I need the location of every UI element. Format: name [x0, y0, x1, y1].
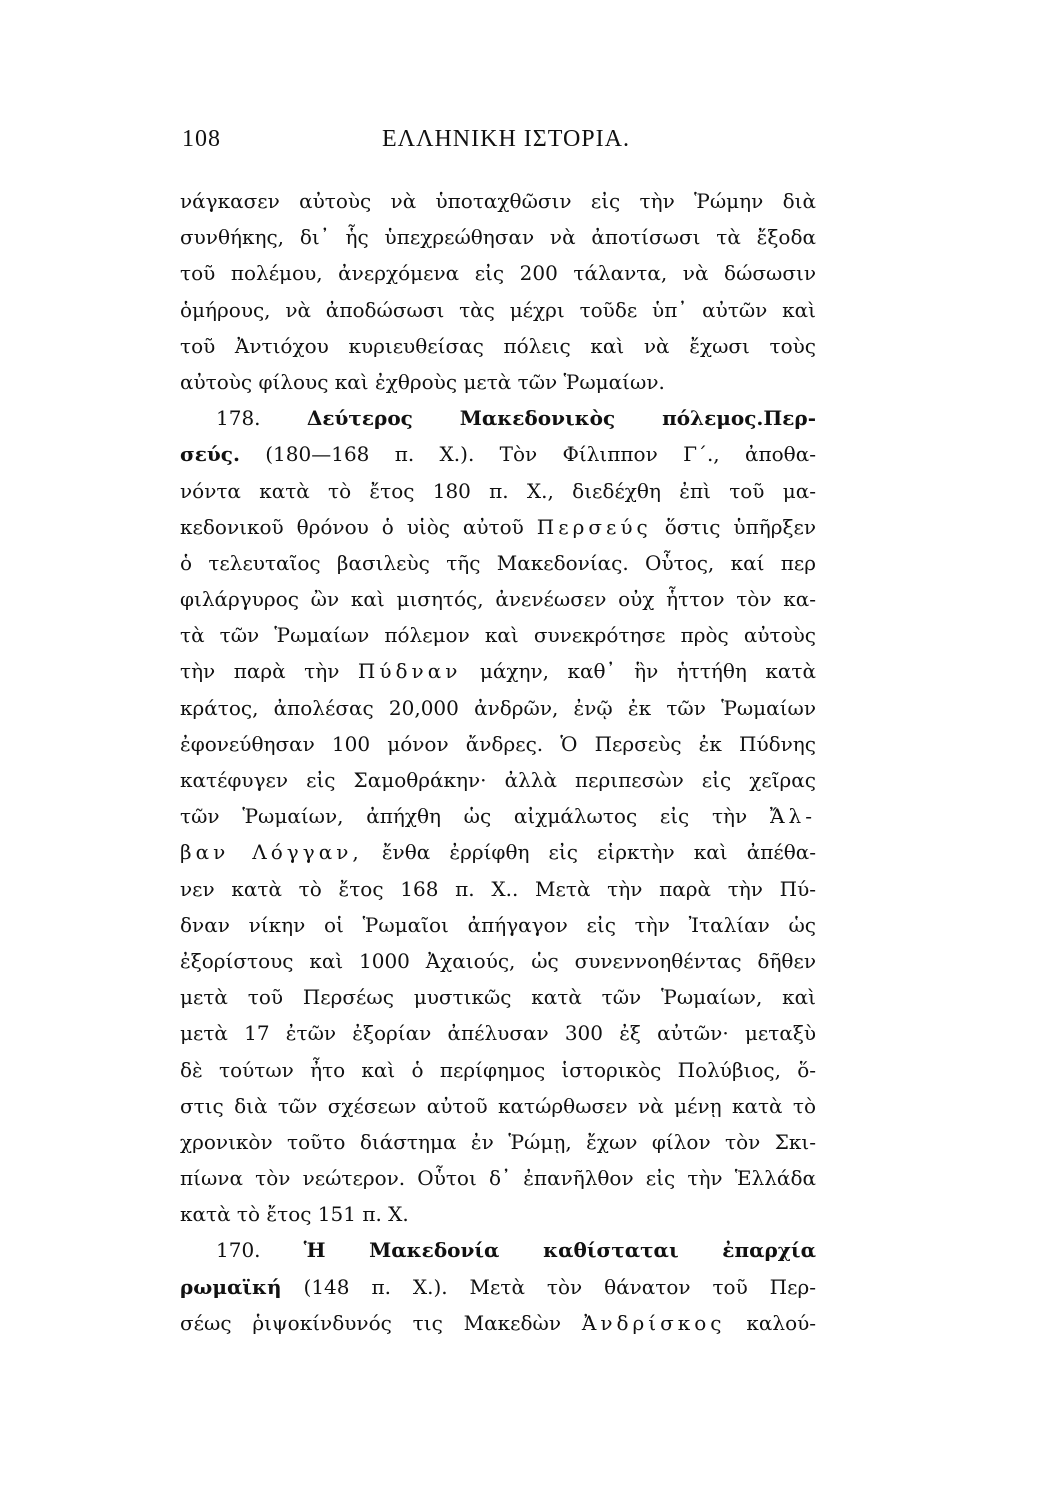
text-span: ὅστις ὑπῆρξεν: [664, 514, 817, 539]
section-heading-cont: ρωμαϊκή: [180, 1274, 282, 1299]
text-line: στις διὰ τῶν σχέσεων αὐτοῦ κατώρθωσεν νὰ μένῃ κατὰ τὸ: [180, 1093, 816, 1118]
text-span: καλού-: [746, 1310, 817, 1335]
text-line: [180, 834, 816, 870]
text-line: κράτος, ἀπολέσας 20,000 ἀνδρῶν, ἐνῷ ἐκ τῶν Ῥωμαίων: [180, 695, 816, 720]
text-line: τοῦ Ἀντιόχου κυριευθείσας πόλεις καὶ νὰ ἔχωσι τοὺς: [180, 333, 816, 358]
section-number: 170.: [216, 1238, 261, 1263]
text-line: συνθήκης, δι᾽ ἧς ὑπεχρεώθησαν νὰ ἀποτίσωσι τὰ ἔξοδα: [180, 225, 816, 250]
text-line: [180, 436, 816, 472]
section-number: 178.: [216, 406, 261, 431]
text-line: χρονικὸν τοῦτο διάστημα ἐν Ῥώμῃ, ἔχων φίλον τὸν Σκι-: [180, 1129, 816, 1154]
running-header: [182, 126, 662, 160]
text-span: κεδονικοῦ θρόνου ὁ υἱὸς αὐτοῦ: [180, 514, 524, 539]
section-heading-line: [180, 400, 816, 436]
spaced-name: Ἄλ-: [769, 804, 816, 829]
text-span: σέως ῥιψοκίνδυνός τις Μακεδὼν: [180, 1310, 561, 1335]
spaced-name: Πύδναν: [357, 659, 462, 684]
spaced-name: Ἀνδρίσκος: [581, 1310, 726, 1335]
text-line: δναν νίκην οἱ Ῥωμαῖοι ἀπήγαγον εἰς τὴν Ἰταλίαν ὡς: [180, 912, 816, 937]
text-line: [180, 1269, 816, 1305]
text-span: ἔνθα ἐρρίφθη εἰς εἱρκτὴν καὶ ἀπέθα-: [381, 840, 817, 865]
text-line: μετὰ τοῦ Περσέως μυστικῶς κατὰ τῶν Ῥωμαίων, καὶ: [180, 985, 816, 1010]
running-title: ΕΛΛΗΝΙΚΗ ΙΣΤΟΡΙΑ.: [382, 126, 630, 152]
text-line: αὐτοὺς φίλους καὶ ἐχθροὺς μετὰ τῶν Ῥωμαίων.: [180, 369, 665, 394]
text-span: τὴν παρὰ τὴν: [180, 659, 340, 684]
text-span: μάχην, καθ᾽ ἣν ἡττήθη κατὰ: [479, 659, 817, 684]
text-line: ἐφονεύθησαν 100 μόνον ἄνδρες. Ὁ Περσεὺς ἐκ Πύδνης: [180, 731, 816, 756]
text-line: τὰ τῶν Ῥωμαίων πόλεμον καὶ συνεκρότησε πρὸς αὐτοὺς: [180, 623, 816, 648]
text-line: [180, 653, 816, 689]
text-line: [180, 1305, 816, 1341]
section-heading-line: [180, 1232, 816, 1268]
text-line: ἐξορίστους καὶ 1000 Ἀχαιούς, ὡς συνεννοηθέντας δῆθεν: [180, 948, 816, 973]
text-line: μετὰ 17 ἐτῶν ἐξορίαν ἀπέλυσαν 300 ἐξ αὐτῶν· μεταξὺ: [180, 1021, 816, 1046]
section-heading: Δεύτερος Μακεδονικὸς πόλεμος.Περ-: [306, 406, 816, 431]
text-span: (180—168 π. Χ.). Τὸν Φίλιππον Γ΄., ἀποθα-: [265, 442, 816, 467]
text-line: δὲ τούτων ἦτο καὶ ὁ περίφημος ἱστορικὸς Πολύβιος, ὅ-: [180, 1057, 816, 1082]
section-heading-cont: σεύς.: [180, 442, 240, 467]
spaced-name: Περσεύς: [536, 514, 652, 539]
text-line: νάγκασεν αὐτοὺς νὰ ὑποταχθῶσιν εἰς τὴν Ῥώμην διὰ: [180, 189, 816, 213]
text-line: φιλάργυρος ὢν καὶ μισητός, ἀνενέωσεν οὐχ ἧττον τὸν κα-: [180, 587, 816, 612]
text-line: νόντα κατὰ τὸ ἔτος 180 π. Χ., διεδέχθη ἐπὶ τοῦ μα-: [180, 478, 816, 503]
page-number: 108: [182, 126, 221, 152]
text-span: τῶν Ῥωμαίων, ἀπήχθη ὡς αἰχμάλωτος εἰς τὴν: [180, 804, 748, 829]
text-line: νεν κατὰ τὸ ἔτος 168 π. Χ.. Μετὰ τὴν παρὰ τὴν Πύ-: [180, 876, 816, 901]
text-span: (148 π. Χ.). Μετὰ τὸν θάνατον τοῦ Περ-: [303, 1274, 817, 1299]
text-line: κατὰ τὸ ἔτος 151 π. Χ.: [180, 1202, 409, 1227]
text-line: [180, 509, 816, 545]
text-line: τοῦ πολέμου, ἀνερχόμενα εἰς 200 τάλαντα, νὰ δώσωσιν: [180, 261, 816, 286]
spaced-name: βαν Λόγγαν,: [180, 840, 363, 865]
section-heading: Ἡ Μακεδονία καθίσταται ἐπαρχία: [303, 1238, 816, 1263]
text-line: ὁ τελευταῖος βασιλεὺς τῆς Μακεδονίας. Οὗτος, καί περ: [180, 550, 816, 575]
text-line: πίωνα τὸν νεώτερον. Οὗτοι δ᾽ ἐπανῆλθον εἰς τὴν Ἑλλάδα: [180, 1166, 816, 1191]
text-line: [180, 798, 816, 834]
text-body: [180, 183, 816, 1341]
text-line: ὁμήρους, νὰ ἀποδώσωσι τὰς μέχρι τοῦδε ὑπ᾽ αὐτῶν καὶ: [180, 297, 816, 322]
text-line: κατέφυγεν εἰς Σαμοθράκην· ἀλλὰ περιπεσὼν εἰς χεῖρας: [180, 768, 816, 792]
